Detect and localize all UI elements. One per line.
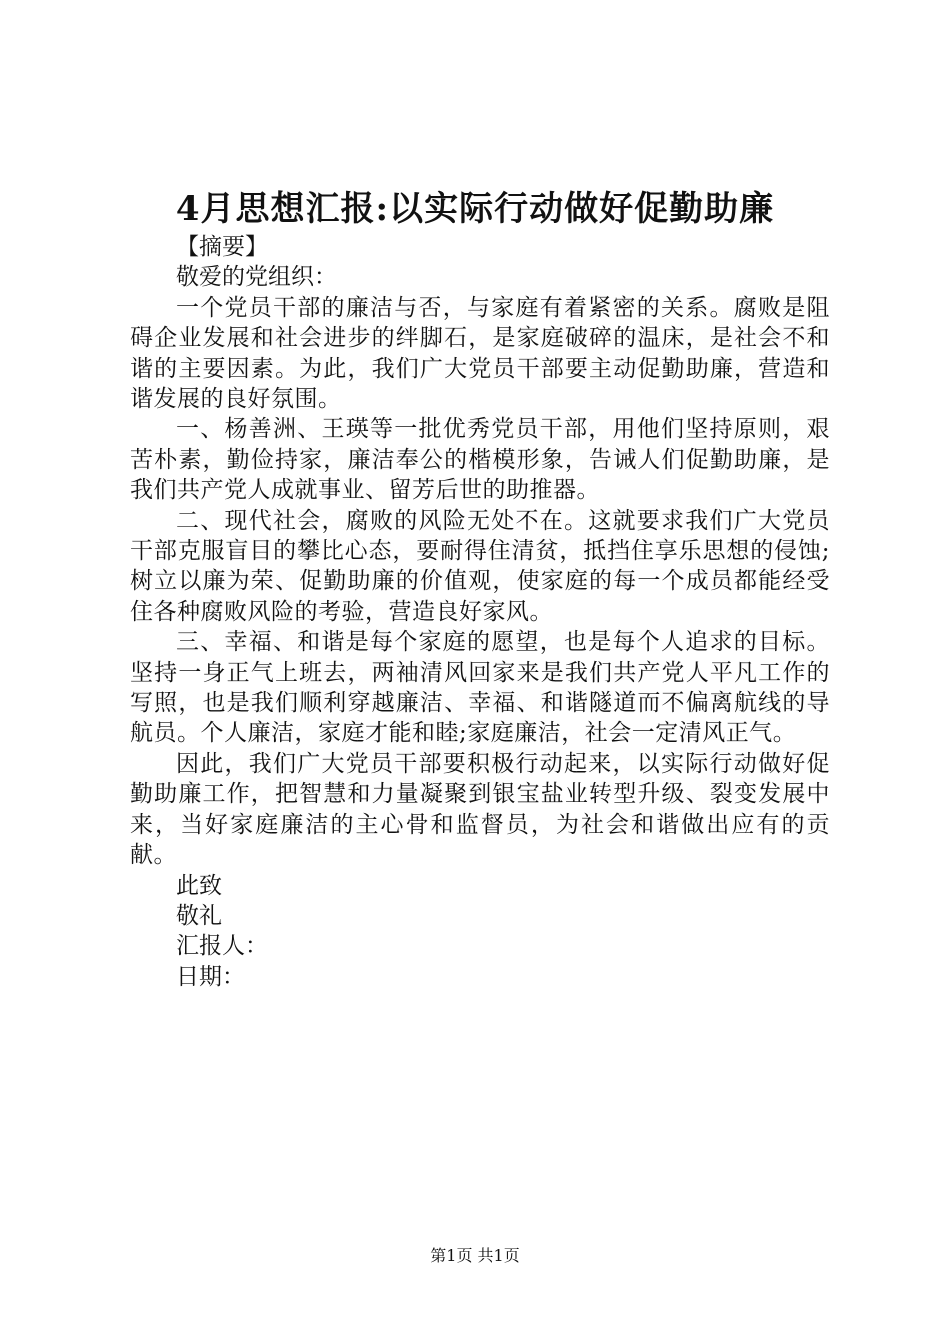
document-body — [130, 232, 830, 992]
reporter-label: 汇报人： — [176, 933, 268, 960]
closing-jing-li: 敬礼 — [176, 902, 222, 929]
paragraph-point-2: 二、现代社会，腐败的风险无处不在。这就要求我们广大党员干部克服盲目的攀比心态，要耐得住清贫，抵挡住享乐思想的侵蚀;树立以廉为荣、促勤助廉的价值观，使家庭的每一个成员都能经受住各种腐败风险的考验，营造良好家风。 — [130, 507, 830, 625]
paragraph-conclusion: 因此，我们广大党员干部要积极行动起来，以实际行动做好促勤助廉工作，把智慧和力量凝聚到银宝盐业转型升级、裂变发展中来，当好家庭廉洁的主心骨和监督员，为社会和谐做出应有的贡献。 — [130, 750, 830, 869]
document-title: 4月思想汇报:以实际行动做好促勤助廉 — [175, 189, 775, 229]
paragraph-point-3: 三、幸福、和谐是每个家庭的愿望，也是每个人追求的目标。坚持一身正气上班去，两袖清风回家来是我们共产党人平凡工作的写照，也是我们顺利穿越廉洁、幸福、和谐隧道而不偏离航线的导航员。个人廉洁，家庭才能和睦;家庭廉洁，社会一定清风正气。 — [130, 629, 830, 747]
abstract-label: 【摘要】 — [176, 234, 268, 260]
page-footer: 第1页 共1页 — [430, 1246, 520, 1265]
paragraph-point-1: 一、杨善洲、王瑛等一批优秀党员干部，用他们坚持原则，艰苦朴素，勤俭持家，廉洁奉公的楷模形象，告诫人们促勤助廉，是我们共产党人成就事业、留芳后世的助推器。 — [130, 416, 830, 504]
date-label: 日期： — [176, 963, 245, 990]
closing-ci-zhi: 此致 — [176, 872, 222, 899]
salutation: 敬爱的党组织： — [176, 264, 337, 291]
paragraph-intro: 一个党员干部的廉洁与否，与家庭有着紧密的关系。腐败是阻碍企业发展和社会进步的绊脚石，是家庭破碎的温床，是社会不和谐的主要因素。为此，我们广大党员干部要主动促勤助廉，营造和谐发展的良好氛围。 — [130, 294, 830, 412]
